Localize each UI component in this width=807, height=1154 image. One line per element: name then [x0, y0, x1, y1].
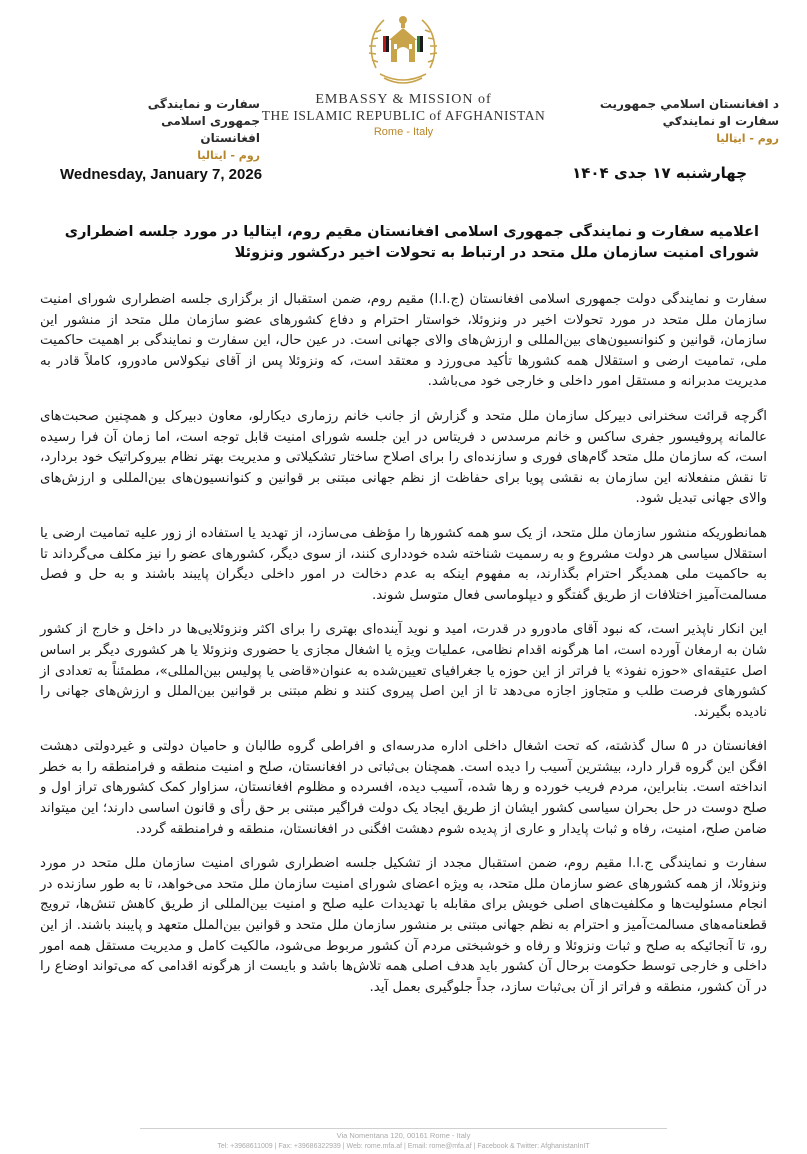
paragraph-6: سفارت و نمایندگی ج.ا.ا مقیم روم، ضمن استقبال مجدد از تشکیل جلسه اضطراری شورای امنیت سازمان ملل متحد در مورد ونزوئلا، از همه کشورهای عضو سازمان ملل متحد، به ویژه اعضای شورای امنیت سازمان ملل متحد می‌خواهد، تا به طور سازنده در انجام مسئولیت‌ها و مکلفیت‌های اصلی خویش برای مقابله با تهدیدات علیه صلح و امنیت بین‌المللی از طریق کاهش تنش‌ها، ترویج قطعنامه‌های مسالمت‌آمیز و احترام به نظم جهانی مبتنی بر منشور سازمان ملل متحد و قوانین بین‌الملل متعهد و پایبند باشند. از این رو، تا آنجائیکه به صلح و ثبات ونزوئلا و رفاه و خوشبختی مردم آن کشور مربوط می‌شود، مالکیت کامل و مدیریت مستقل همه امور داخلی و خارجی توسط حکومت برحال آن کشور باید هدف اصلی همه تلاش‌ها باشد و بایست از هرگونه اقدامی که می‌تواند اوضاع را در آن کشور، منطقه و فراتر از آن بی‌ثبات سازد، جداً جلوگیری بعمل آید. — [40, 856, 767, 995]
document-title: اعلامیه سفارت و نمایندگی جمهوری اسلامی افغانستان مقیم روم، ایتالیا در مورد جلسه اضطراری شورای امنیت سازمان ملل متحد در ارتباط به تحولات اخیر درکشور ونزوئلا — [64, 224, 759, 261]
footer-divider — [140, 1128, 667, 1129]
paragraph-1: سفارت و نمایندگی دولت جمهوری اسلامی افغانستان (ج.ا.ا) مقیم روم، ضمن استقبال از برگزاری جلسه اضطراری شورای امنیت سازمان ملل متحد در مورد تحولات اخیر در ونزوئلا، خواستار احترام و دفاع کشورهای عضو سازمان ملل متحد از منشور این سازمان، قوانین و کنوانسیون‌های بین‌المللی و ارزش‌های والای جهانی است. در عین حال، این سفارت و نمایندگی بر اهمیت حاکمیت ملی، تمامیت ارضی و استقلال همه کشورها تأکید می‌ورزد و معتقد است، که ونزوئلا پس از آقای نیکولاس مادورو، کاملاً قادر به مدیریت مدبرانه و مستقل امور داخلی و خارجی خود می‌باشد. — [40, 292, 767, 390]
letterhead-english-line2: THE ISLAMIC REPUBLIC of AFGHANISTAN — [261, 108, 546, 123]
date-english: Wednesday, January 7, 2026 — [60, 166, 263, 183]
afghanistan-emblem-icon — [364, 8, 442, 90]
paragraph-5: افغانستان در ۵ سال گذشته، که تحت اشغال داخلی اداره مدرسه‌ای و افراطی گروه طالبان و حامیان دولتی و غیردولتی دهشت افگن این گروه قرار دارد، بیشترین آسیب را دیده است. همچنان بی‌ثباتی در افغانستان، صلح و امنیت منطقه و فرامنطقه را به خطر انداخته است. بنابراین، مردم فریب خورده و رها شده، آسیب دیده، افسرده و مظلوم افغانستان، سزاوار کمک کشورهای تراز اول و صلح دوست در حل بحران سیاسی کشور ایشان از طریق ایجاد یک دولت فراگیر مبتنی بر حق رأی و قانون اساسی دارند؛ این میتواند ضامن صلح، امنیت، رفاه و ثبات پایدار و عاری از پدیده شوم دهشت افگنی در افغانستان، منطقه و فرامنطقه گردد. — [40, 739, 768, 837]
letterhead-pashto-line2: سفارت او نمایندګي — [662, 114, 779, 128]
date-persian: چهارشنبه ۱۷ جدی ۱۴۰۴ — [572, 164, 747, 182]
letterhead-pashto-city: روم - ایټالیا — [716, 132, 779, 145]
letterhead-dari-line1: سفارت و نمایندگی — [147, 97, 260, 111]
letterhead-english — [250, 92, 557, 138]
paragraph-3: همانطوریکه منشور سازمان ملل متحد، از یک سو همه کشورها را مؤظف می‌سازد، از تهدید یا استفاده از زور علیه تمامیت ارضی یا استقلال سیاسی هر دولت مشروع و به رسمیت شناخته شده خودداری کنند، از سوی دیگر، کشورهای عضو را نیز مکلف می‌گرداند تا به حاکمیت ملی همدیگر احترام بگذارند، به مفهوم اینکه به عدم دخالت در امور داخلی دیگران پایبند باشند و به حل و فصل مسالمت‌آمیز اختلافات از طریق گفتگو و دیپلوماسی فعال متوسل شوند. — [40, 525, 767, 603]
footer-address: Via Nomentana 120, 00161 Rome - Italy — [336, 1131, 471, 1140]
letterhead-dari-line2: جمهوری اسلامی افغانستان — [161, 114, 260, 145]
letterhead-english-city: Rome - Italy — [373, 126, 434, 138]
letterhead-dari-city: روم - ایتالیا — [197, 149, 260, 162]
letterhead-pashto-line1: د افغانستان اسلامي جمهوریت — [599, 97, 779, 111]
paragraph-4: این انکار ناپذیر است، که نبود آقای مادورو در قدرت، امید و نوید آینده‌ای بهتری را برای اکثر ونزوئلایی‌ها در داخل و خارج از کشور شان به ارمغان آورده است، اما هرگونه اقدام نظامی، عملیات ویژه یا اشغال مجازی یا حضوری ونزوئلا یا هر کشوری دیگر بر اساس اصل عتیقه‌ای «حوزه نفوذ» یا فراتر از این حوزه یا جغرافیای تعیین‌شده به عنوان«قاضی یا پولیس بین‌المللی»، مطمئناً به تعدادی از کشورهای فرصت طلب و متجاوز اجازه می‌دهد تا از این اصل پیروی کنند و نظم مبتنی بر قوانین بین‌الملل و ارزش‌های جهانی را نادیده بگیرند. — [40, 622, 767, 720]
paragraph-2: اگرچه قرائت سخنرانی دبیرکل سازمان ملل متحد و گزارش از جانب خانم رزماری دیکارلو، معاون دبیرکل و همچنین صحبت‌های عالمانه پروفیسور جفری ساکس و خانم مرسدس د فریتاس در این جلسه شورای امنیت قابل توجه است، اما زمان آن فرا رسیده است، که سازمان ملل متحد گام‌های فوری و سازنده‌ای را برای اصلاح ساختار تشکیلاتی و مدیریت بهتر نظام بیروکراتیک خود بردارد، تا نقش منفعلانه این سازمان به نقشی پویا برای حفاظت از نظم جهانی مبتنی بر قوانین و کنوانسیون‌های بین‌المللی و ارزش‌های والای جهانی تبدیل شود. — [40, 408, 767, 507]
letterhead-english-line1: EMBASSY & MISSION of — [315, 92, 492, 107]
letterhead-pashto — [579, 96, 779, 147]
document-body — [40, 290, 767, 1012]
footer-contact: Tel: +3968611009 | Fax: +39686322939 | Web: rome.mfa.af | Email: rome@mfa.af | Facebook & Twitter: AfghanistanInIT — [217, 1143, 590, 1150]
letterhead-dari — [110, 96, 260, 164]
letterhead — [0, 0, 807, 160]
